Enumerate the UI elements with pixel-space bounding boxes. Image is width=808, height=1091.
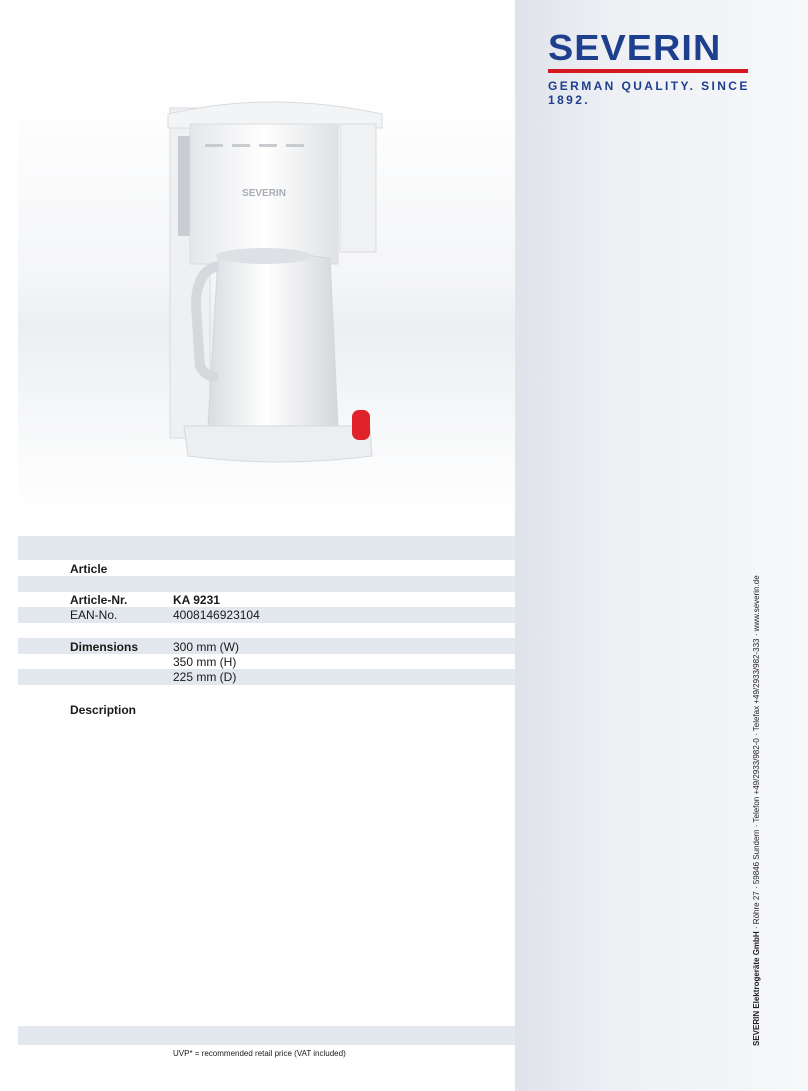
company-name: SEVERIN Elektrogeräte GmbH <box>752 931 761 1046</box>
logo-red-bar <box>548 69 748 73</box>
machine-base <box>184 426 372 462</box>
stripe <box>18 576 515 592</box>
power-switch[interactable] <box>352 410 370 440</box>
company-contact-line <box>752 575 761 1046</box>
severin-logo <box>548 27 758 107</box>
article-heading: Article <box>70 562 108 576</box>
dimensions-label: Dimensions <box>70 640 139 654</box>
device-logo: SEVERIN <box>242 188 286 199</box>
machine-right-column <box>340 124 376 252</box>
dimension-height: 350 mm (H) <box>173 655 237 669</box>
stripe <box>18 669 515 685</box>
dimension-depth: 225 mm (D) <box>173 670 237 684</box>
article-nr-label: Article-Nr. <box>70 593 128 607</box>
ean-label: EAN-No. <box>70 608 118 622</box>
brand-name: SEVERIN <box>548 27 722 68</box>
stripe <box>18 536 515 560</box>
thermo-jug <box>208 252 338 444</box>
jug-lid <box>216 248 312 264</box>
right-panel-background <box>515 0 808 1091</box>
ean-value: 4008146923104 <box>173 608 260 622</box>
coffee-maker-image <box>160 96 390 476</box>
brand-tagline: GERMAN QUALITY. SINCE 1892. <box>548 79 750 107</box>
article-nr-value: KA 9231 <box>173 593 220 607</box>
stripe <box>18 1026 515 1045</box>
company-address: · Röhre 27 · 59846 Sundern · Telefon +49/2933/982-0 · Telefax +49/2933/982-333 · www.severin.de <box>752 575 761 932</box>
dimension-width: 300 mm (W) <box>173 640 239 654</box>
description-label: Description <box>70 703 137 717</box>
footnote: UVP* = recommended retail price (VAT included) <box>173 1049 346 1058</box>
water-level-window <box>178 136 190 236</box>
